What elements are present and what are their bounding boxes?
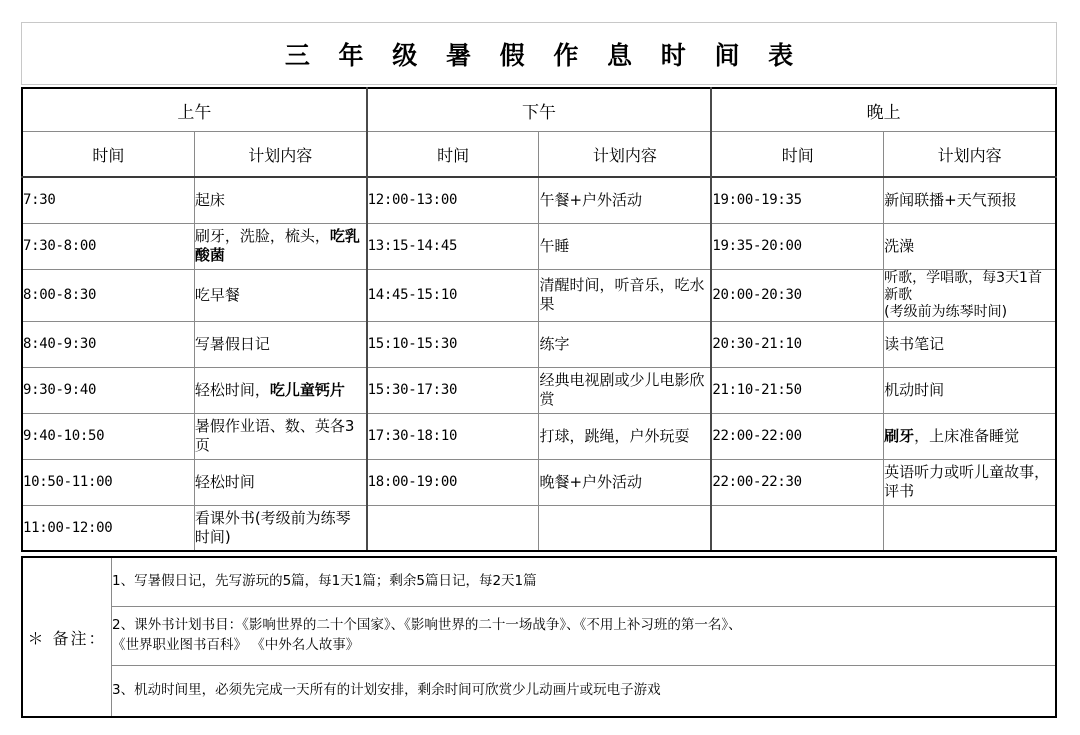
time-cell: 7:30-8:00 — [22, 223, 194, 269]
content-text: 清醒时间，听音乐，吃水果 — [539, 276, 705, 314]
session-header-morning: 上午 — [22, 88, 367, 132]
content-cell — [884, 177, 1056, 223]
time-cell: 21:10-21:50 — [711, 367, 883, 413]
time-cell: 14:45-15:10 — [367, 269, 539, 321]
content-text: 经典电视剧或少儿电影欣赏 — [539, 371, 705, 409]
time-cell — [367, 505, 539, 551]
content-cell — [539, 223, 711, 269]
note-line-1: 2、课外书计划书目：《影响世界的二十个国家》、《影响世界的二十一场战争》、《不用上补习班的第一名》、 — [112, 617, 742, 634]
title-block — [21, 22, 1057, 85]
content-text: 轻松时间， — [194, 380, 270, 399]
time-cell: 18:00-19:00 — [367, 459, 539, 505]
time-cell: 20:30-21:10 — [711, 321, 883, 367]
time-cell: 15:10-15:30 — [367, 321, 539, 367]
content-text: 午睡 — [539, 236, 570, 255]
content-text: 打球，跳绳，户外玩耍 — [539, 426, 690, 445]
content-text-post: ，上床准备睡觉 — [914, 426, 1020, 445]
time-cell: 13:15-14:45 — [367, 223, 539, 269]
table-row — [22, 459, 1056, 505]
time-cell: 8:00-8:30 — [22, 269, 194, 321]
content-cell — [884, 367, 1056, 413]
col-header-content-afternoon: 计划内容 — [539, 132, 711, 178]
time-cell: 15:30-17:30 — [367, 367, 539, 413]
table-row — [22, 177, 1056, 223]
time-cell: 11:00-12:00 — [22, 505, 194, 551]
content-text: 起床 — [194, 190, 225, 209]
note-item — [112, 557, 1057, 607]
content-cell — [539, 413, 711, 459]
content-bold: 刷牙 — [884, 426, 915, 445]
time-cell: 9:30-9:40 — [22, 367, 194, 413]
col-header-content-morning: 计划内容 — [194, 132, 366, 178]
notes-row-3 — [22, 666, 1056, 718]
content-text: 午餐+户外活动 — [539, 190, 643, 209]
content-cell — [194, 367, 366, 413]
content-cell — [194, 177, 366, 223]
col-header-time-morning: 时间 — [22, 132, 194, 178]
col-header-time-evening: 时间 — [711, 132, 883, 178]
note-item — [112, 607, 1057, 666]
content-text: 看课外书(考级前为练琴时间) — [194, 509, 351, 546]
content-cell — [194, 223, 366, 269]
time-cell: 17:30-18:10 — [367, 413, 539, 459]
table-row — [22, 269, 1056, 321]
content-cell — [194, 269, 366, 321]
content-text: 刷牙，洗脸，梳头， — [194, 227, 330, 246]
session-header-evening: 晚上 — [711, 88, 1056, 132]
time-cell: 22:00-22:00 — [711, 413, 883, 459]
content-line-1: 听歌，学唱歌，每3天1首新歌 — [884, 269, 1042, 303]
content-cell — [884, 223, 1056, 269]
time-cell: 8:40-9:30 — [22, 321, 194, 367]
col-header-time-afternoon: 时间 — [367, 132, 539, 178]
content-cell — [884, 269, 1056, 321]
content-text: 英语听力或听儿童故事，评书 — [884, 463, 1050, 501]
notes-row-2 — [22, 607, 1056, 666]
time-cell: 12:00-13:00 — [367, 177, 539, 223]
table-row — [22, 321, 1056, 367]
table-row — [22, 413, 1056, 459]
time-cell: 22:00-22:30 — [711, 459, 883, 505]
content-text: 机动时间 — [884, 380, 945, 399]
time-cell: 9:40-10:50 — [22, 413, 194, 459]
time-cell: 19:00-19:35 — [711, 177, 883, 223]
time-cell: 20:00-20:30 — [711, 269, 883, 321]
notes-row-1 — [22, 557, 1056, 607]
content-text: 晚餐+户外活动 — [539, 472, 643, 491]
content-cell — [539, 459, 711, 505]
content-text: 洗澡 — [884, 236, 915, 255]
time-cell: 7:30 — [22, 177, 194, 223]
table-row — [22, 223, 1056, 269]
content-bold: 吃乳酸菌 — [194, 227, 360, 264]
content-cell — [539, 269, 711, 321]
content-text: 吃早餐 — [194, 285, 240, 304]
note-item — [112, 666, 1057, 718]
content-cell — [539, 321, 711, 367]
content-cell — [539, 367, 711, 413]
content-cell — [539, 177, 711, 223]
col-header-content-evening: 计划内容 — [884, 132, 1056, 178]
note-line-2: 《世界职业图书百科》 《中外名人故事》 — [112, 637, 360, 653]
content-text: 暑假作业语、数、英各3页 — [194, 417, 355, 455]
content-text: 读书笔记 — [884, 334, 945, 353]
page-title: 三 年 级 暑 假 作 息 时 间 表 — [284, 40, 804, 70]
content-cell — [884, 459, 1056, 505]
content-text: 轻松时间 — [194, 472, 255, 491]
schedule-table — [21, 87, 1057, 552]
note-line-1: 3、机动时间里，必须先完成一天所有的计划安排，剩余时间可欣赏少儿动画片或玩电子游戏 — [112, 682, 661, 699]
column-header-row — [22, 132, 1056, 178]
content-cell — [194, 505, 366, 551]
content-cell — [194, 321, 366, 367]
content-text: 新闻联播+天气预报 — [884, 190, 1017, 209]
content-cell — [884, 413, 1056, 459]
time-cell — [711, 505, 883, 551]
session-header-afternoon: 下午 — [367, 88, 712, 132]
content-text: 写暑假日记 — [194, 334, 270, 353]
table-row — [22, 367, 1056, 413]
content-text: 练字 — [539, 334, 570, 353]
content-cell — [194, 413, 366, 459]
content-cell — [194, 459, 366, 505]
content-cell — [884, 321, 1056, 367]
content-bold: 吃儿童钙片 — [269, 380, 345, 399]
table-row — [22, 505, 1056, 551]
content-cell — [884, 505, 1056, 551]
session-header-row — [22, 88, 1056, 132]
note-line-1: 1、写暑假日记，先写游玩的5篇，每1天1篇；剩余5篇日记，每2天1篇 — [112, 573, 537, 590]
time-cell: 19:35-20:00 — [711, 223, 883, 269]
notes-table — [21, 556, 1057, 718]
content-cell — [539, 505, 711, 551]
notes-label: ＊ 备注： — [22, 557, 112, 717]
content-line-2: (考级前为练琴时间) — [884, 303, 1008, 320]
time-cell: 10:50-11:00 — [22, 459, 194, 505]
